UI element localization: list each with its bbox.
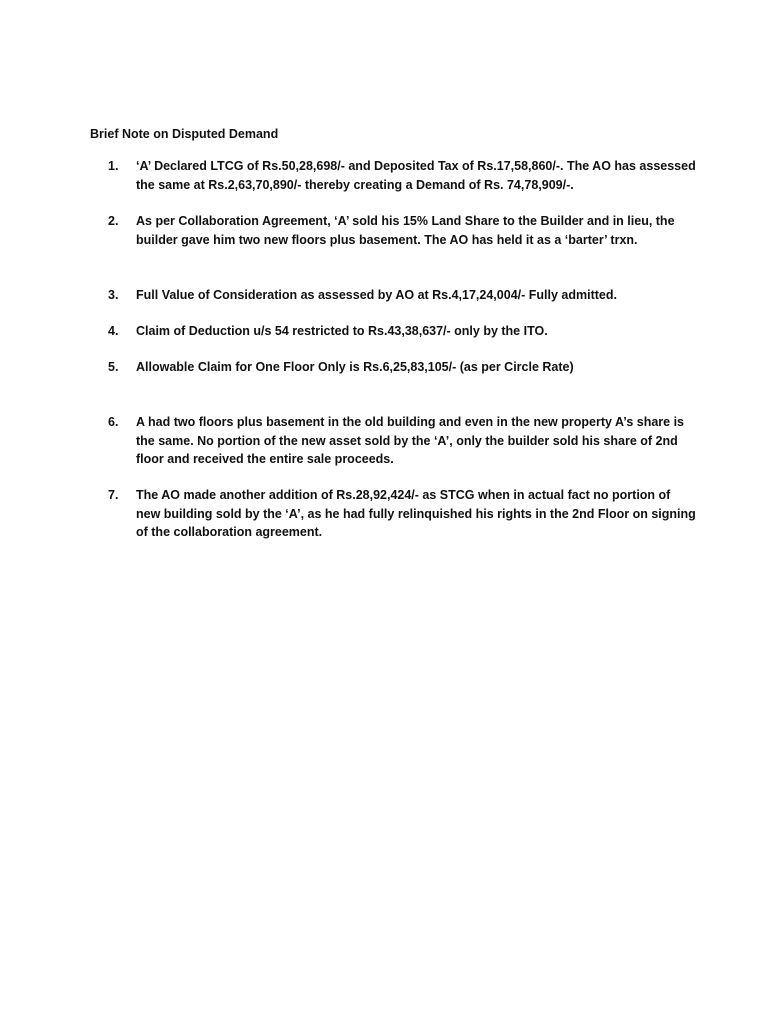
list-item-number: 7. <box>108 488 119 502</box>
list-item-text: Claim of Deduction u/s 54 restricted to Rs.43,38,637/- only by the ITO. <box>136 324 548 338</box>
list-item <box>108 486 708 542</box>
list-item-text: A had two floors plus basement in the old building and even in the new property A’s share is the same. No portion of the new asset sold by the ‘A’, only the builder sold his share of 2nd floor and received the entire sale proceeds. <box>136 415 684 466</box>
list-item-number: 2. <box>108 214 119 228</box>
list-item <box>108 358 708 377</box>
list-item <box>108 322 708 341</box>
list-item-text: Allowable Claim for One Floor Only is Rs.6,25,83,105/- (as per Circle Rate) <box>136 360 574 374</box>
list-item-text: As per Collaboration Agreement, ‘A’ sold his 15% Land Share to the Builder and in lieu, the builder gave him two new floors plus basement. The AO has held it as a ‘barter’ trxn. <box>136 214 675 247</box>
document-title: Brief Note on Disputed Demand <box>90 127 279 141</box>
list-item-number: 5. <box>108 360 119 374</box>
list-item <box>108 413 708 469</box>
list-item-text: The AO made another addition of Rs.28,92,424/- as STCG when in actual fact no portion of new building sold by the ‘A’, as he had fully relinquished his rights in the 2nd Floor on signing of the collaboration agreement. <box>136 488 696 539</box>
list-item-number: 6. <box>108 415 119 429</box>
list-item <box>108 212 708 249</box>
list-item-text: ‘A’ Declared LTCG of Rs.50,28,698/- and Deposited Tax of Rs.17,58,860/-. The AO has assessed the same at Rs.2,63,70,890/- thereby creating a Demand of Rs. 74,78,909/-. <box>136 159 696 192</box>
list-item-number: 3. <box>108 288 119 302</box>
list-item-number: 1. <box>108 159 119 173</box>
list-item-text: Full Value of Consideration as assessed by AO at Rs.4,17,24,004/- Fully admitted. <box>136 288 617 302</box>
list-item <box>108 286 708 305</box>
list-item-number: 4. <box>108 324 119 338</box>
list-item <box>108 157 708 194</box>
